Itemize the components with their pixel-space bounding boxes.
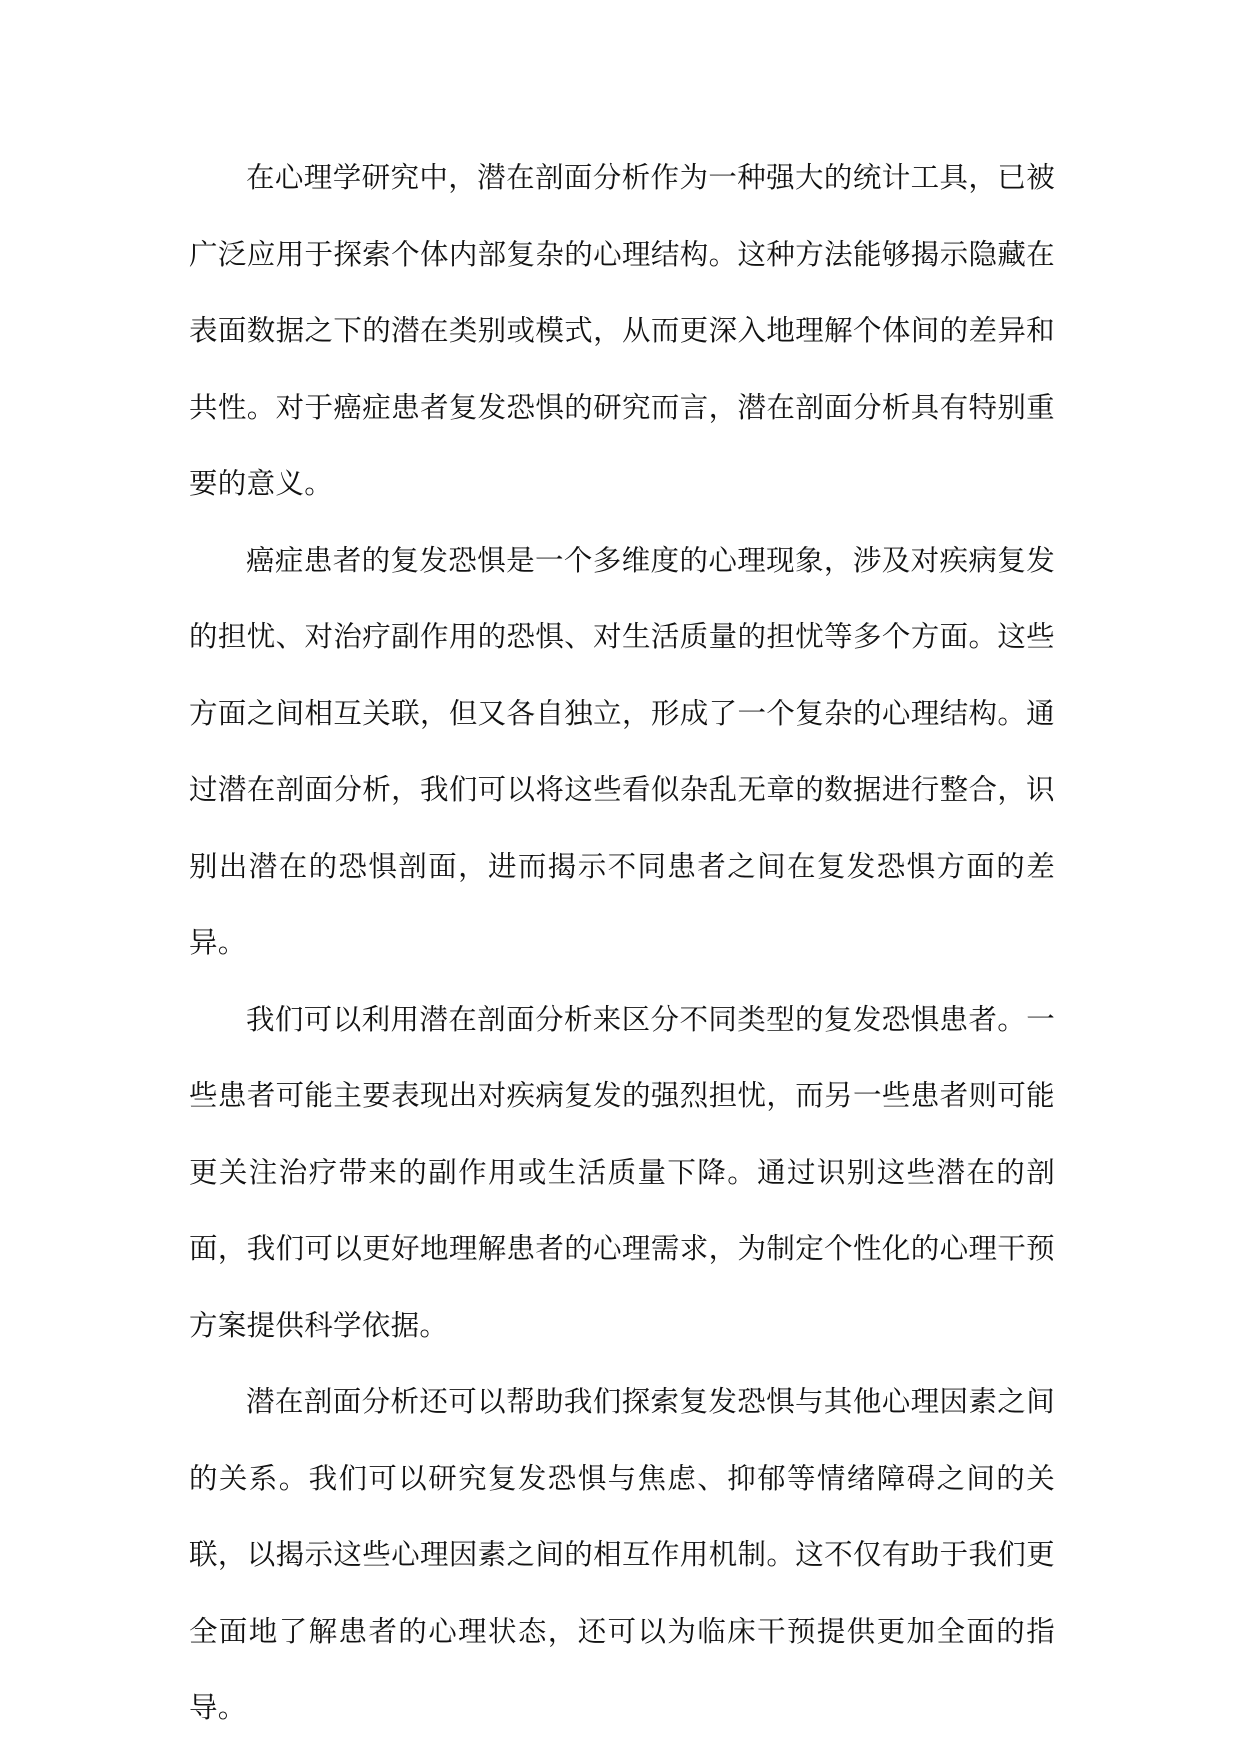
document-body bbox=[189, 140, 1055, 1747]
paragraph-4: 潜在剖面分析还可以帮助我们探索复发恐惧与其他心理因素之间的关系。我们可以研究复发恐惧与焦虑、抑郁等情绪障碍之间的关联，以揭示这些心理因素之间的相互作用机制。这不仅有助于我们更全面地了解患者的心理状态，还可以为临床干预提供更加全面的指导。 bbox=[189, 1385, 1055, 1724]
paragraph-2: 癌症患者的复发恐惧是一个多维度的心理现象，涉及对疾病复发的担忧、对治疗副作用的恐惧、对生活质量的担忧等多个方面。这些方面之间相互关联，但又各自独立，形成了一个复杂的心理结构。通过潜在剖面分析，我们可以将这些看似杂乱无章的数据进行整合，识别出潜在的恐惧剖面，进而揭示不同患者之间在复发恐惧方面的差异。 bbox=[189, 543, 1055, 959]
paragraph-3: 我们可以利用潜在剖面分析来区分不同类型的复发恐惧患者。一些患者可能主要表现出对疾病复发的强烈担忧，而另一些患者则可能更关注治疗带来的副作用或生活质量下降。通过识别这些潜在的剖面，我们可以更好地理解患者的心理需求，为制定个性化的心理干预方案提供科学依据。 bbox=[189, 1002, 1055, 1342]
paragraph-1: 在心理学研究中，潜在剖面分析作为一种强大的统计工具，已被广泛应用于探索个体内部复杂的心理结构。这种方法能够揭示隐藏在表面数据之下的潜在类别或模式，从而更深入地理解个体间的差异和共性。对于癌症患者复发恐惧的研究而言，潜在剖面分析具有特别重要的意义。 bbox=[189, 161, 1055, 500]
